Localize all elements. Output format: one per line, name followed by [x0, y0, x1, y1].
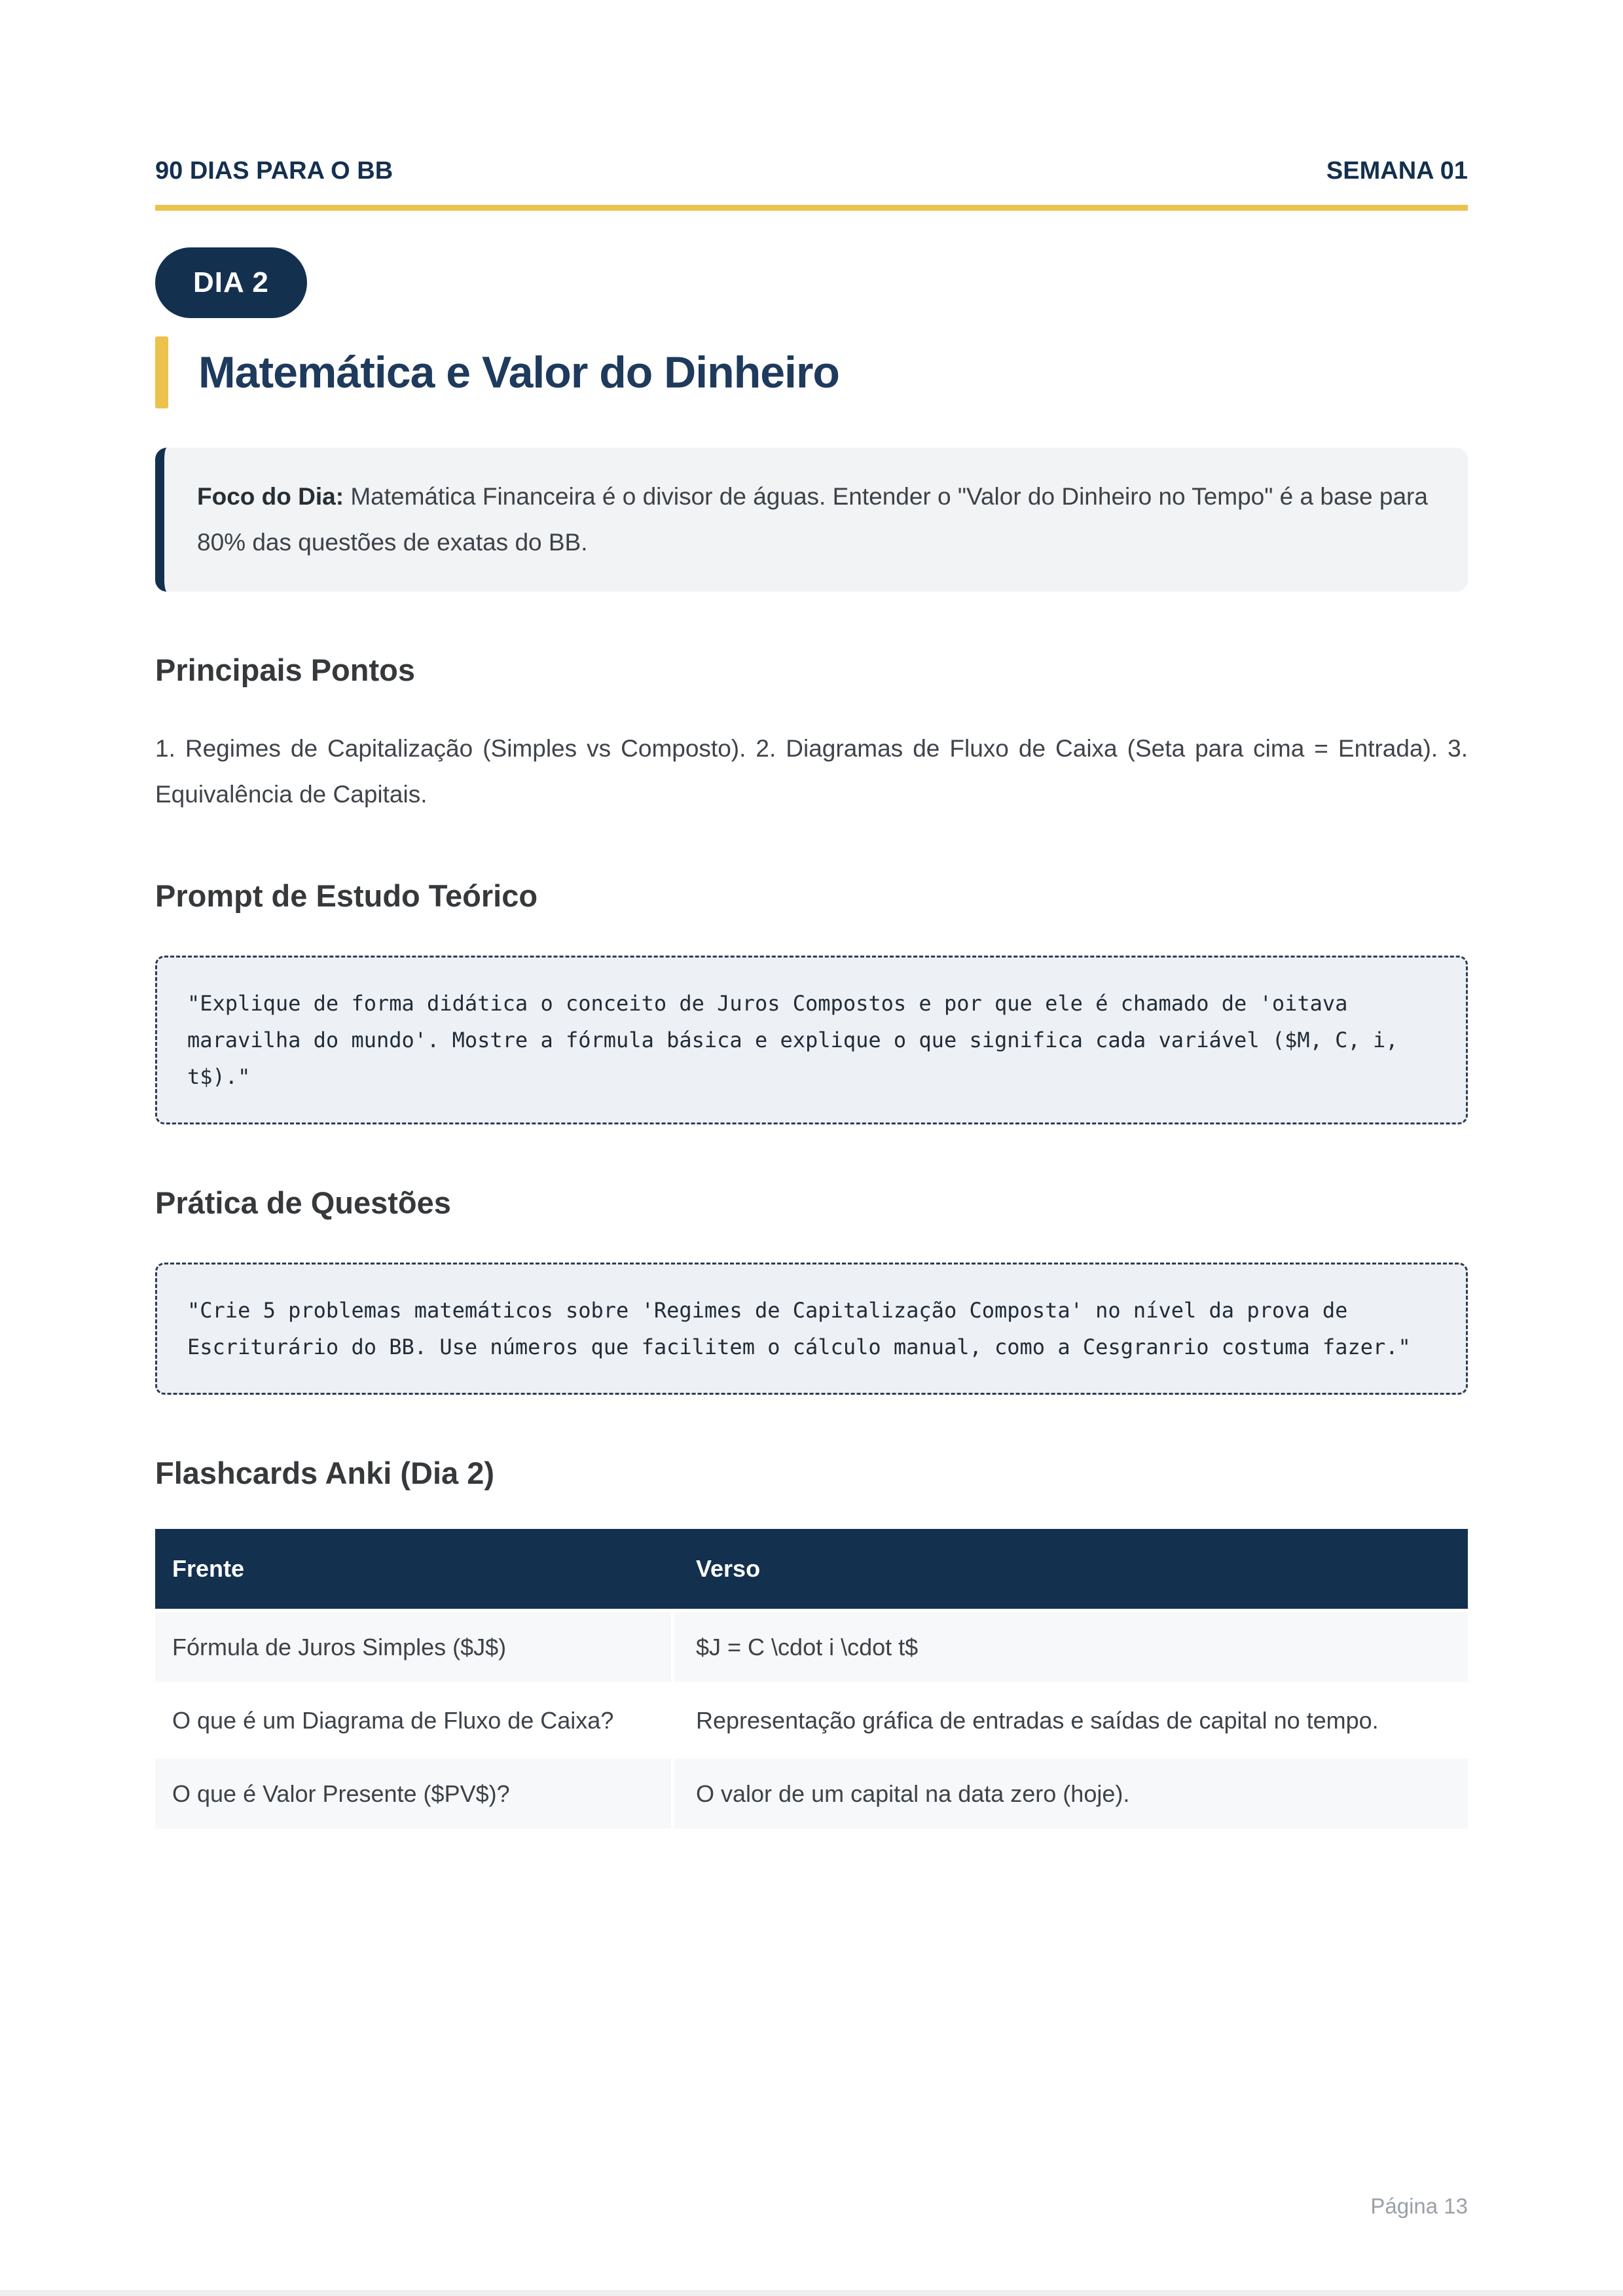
section-heading-practice: Prática de Questões — [155, 1185, 451, 1220]
key-points-text: 1. Regimes de Capitalização (Simples vs Composto). 2. Diagramas de Fluxo de Caixa (Seta para cima = Entrada). 3. Equivalência de Capitais. — [155, 735, 1468, 808]
cell-front: Fórmula de Juros Simples ($J$) — [155, 1612, 671, 1682]
day-badge-row — [155, 211, 1468, 318]
focus-label: Foco do Dia: — [197, 483, 344, 510]
column-header-verso: Verso — [696, 1555, 761, 1582]
flashcards-table — [155, 1529, 1468, 1829]
bottom-strip — [0, 2290, 1623, 2296]
table-row — [155, 1612, 1468, 1682]
table-row — [155, 1759, 1468, 1829]
title-accent-bar — [155, 336, 168, 408]
accent-divider — [155, 205, 1468, 211]
day-badge: DIA 2 — [155, 247, 307, 318]
cell-verso: O valor de um capital na data zero (hoje). — [674, 1759, 1468, 1829]
section-heading-theory-prompt: Prompt de Estudo Teórico — [155, 878, 538, 913]
theory-prompt-text: "Explique de forma didática o conceito de Juros Compostos e por que ele é chamado de 'oitava maravilha do mundo'. Mostre a fórmula básica e explique o que significa cada variável ($M, C, i, t$)." — [187, 991, 1398, 1089]
table-row — [155, 1685, 1468, 1755]
focus-callout — [155, 448, 1468, 592]
title-block — [155, 336, 1468, 408]
cell-verso: Representação gráfica de entradas e saídas de capital no tempo. — [674, 1685, 1468, 1755]
section-heading-flashcards: Flashcards Anki (Dia 2) — [155, 1456, 495, 1490]
practice-prompt-text: "Crie 5 problemas matemáticos sobre 'Regimes de Capitalização Composta' no nível da prova de Escriturário do BB. Use números que facilitem o cálculo manual, como a Cesgranrio costuma fazer." — [187, 1298, 1411, 1359]
cell-front: O que é um Diagrama de Fluxo de Caixa? — [155, 1685, 671, 1755]
focus-text: Matemática Financeira é o divisor de águas. Entender o "Valor do Dinheiro no Tempo" é a base para 80% das questões de exatas do BB. — [197, 483, 1428, 556]
header-bar — [155, 157, 1468, 185]
theory-prompt-box — [155, 956, 1468, 1124]
week-label: SEMANA 01 — [1326, 157, 1468, 185]
table-header-row — [155, 1529, 1468, 1609]
page-title: Matemática e Valor do Dinheiro — [198, 348, 839, 397]
cell-front: O que é Valor Presente ($PV$)? — [155, 1759, 671, 1829]
brand-text: 90 DIAS PARA O BB — [155, 157, 393, 185]
cell-verso: $J = C \cdot i \cdot t$ — [674, 1612, 1468, 1682]
page-number: Página 13 — [1370, 2194, 1468, 2218]
column-header-frente: Frente — [172, 1555, 245, 1582]
section-heading-key-points: Principais Pontos — [155, 653, 415, 687]
practice-prompt-box — [155, 1263, 1468, 1395]
